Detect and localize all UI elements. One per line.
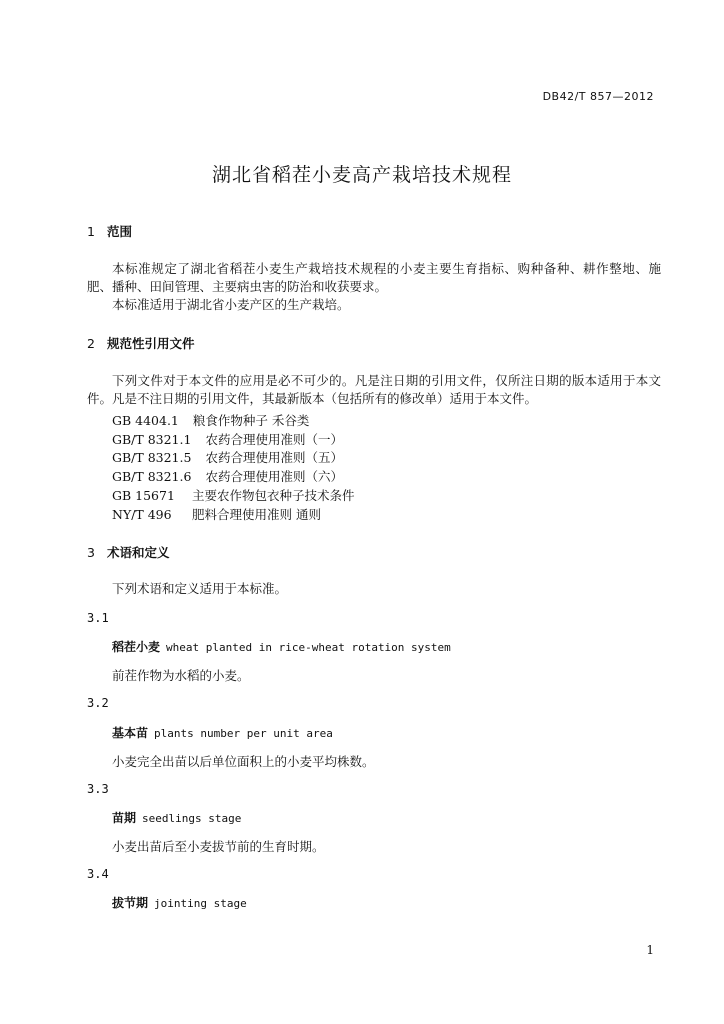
- page-number: 1: [646, 943, 654, 957]
- section-title: 术语和定义: [107, 545, 170, 560]
- section-3-heading: [87, 543, 170, 561]
- term-number: 3.3: [87, 782, 109, 796]
- scope-paragraph: 本标准规定了湖北省稻茬小麦生产栽培技术规程的小麦主要生育指标、购种备种、耕作整地、施肥、播种、田间管理、主要病虫害的防治和收获要求。: [87, 261, 661, 294]
- section-title: 范围: [107, 224, 133, 239]
- reference-title: 肥料合理使用准则 通则: [192, 507, 321, 522]
- term-zh: 苗期: [112, 811, 137, 825]
- reference-item: [112, 411, 309, 429]
- term-heading: [112, 724, 333, 741]
- section-2-heading: [87, 334, 195, 352]
- section-number: 2: [87, 336, 95, 351]
- term-heading: [112, 894, 247, 911]
- reference-title: 主要农作物包衣种子技术条件: [192, 488, 355, 503]
- term-definition: 小麦完全出苗以后单位面积上的小麦平均株数。: [112, 754, 375, 769]
- reference-code: GB/T 8321.1: [112, 432, 192, 447]
- reference-code: GB/T 8321.5: [112, 450, 192, 465]
- section-1-heading: [87, 222, 132, 240]
- reference-title: 粮食作物种子 禾谷类: [192, 413, 310, 428]
- reference-item: [112, 467, 343, 485]
- term-definition: 前茬作物为水稻的小麦。: [112, 668, 250, 683]
- term-number: 3.2: [87, 696, 109, 710]
- term-en: jointing stage: [154, 897, 247, 910]
- term-en: seedlings stage: [142, 812, 242, 825]
- reference-title: 农药合理使用准则（一）: [205, 432, 343, 447]
- term-number: 3.1: [87, 611, 109, 625]
- document-title: 湖北省稻茬小麦高产栽培技术规程: [211, 164, 512, 186]
- references-paragraph: 下列文件对于本文件的应用是必不可少的。凡是注日期的引用文件，仅所注日期的版本适用于本文件。凡是不注日期的引用文件，其最新版本（包括所有的修改单）适用于本文件。: [87, 373, 661, 406]
- reference-code: GB/T 8321.6: [112, 469, 192, 484]
- reference-code: GB 15671: [112, 488, 175, 503]
- reference-item: [112, 430, 343, 448]
- term-zh: 稻茬小麦: [112, 640, 161, 654]
- term-zh: 基本苗: [112, 726, 149, 740]
- section-number: 3: [87, 545, 95, 560]
- document-code: DB42/T 857—2012: [542, 90, 654, 103]
- reference-item: [112, 505, 321, 523]
- term-en: plants number per unit area: [154, 727, 333, 740]
- term-heading: [112, 638, 451, 655]
- reference-item: [112, 448, 343, 466]
- reference-title: 农药合理使用准则（六）: [205, 469, 343, 484]
- term-zh: 拔节期: [112, 896, 149, 910]
- reference-code: GB 4404.1: [112, 413, 179, 428]
- reference-code: NY/T 496: [112, 507, 172, 522]
- term-en: wheat planted in rice-wheat rotation system: [166, 641, 451, 654]
- reference-item: [112, 486, 355, 504]
- scope-applicability: 本标准适用于湖北省小麦产区的生产栽培。: [112, 297, 350, 312]
- terms-intro: 下列术语和定义适用于本标准。: [112, 581, 288, 596]
- term-definition: 小麦出苗后至小麦拔节前的生育时期。: [112, 839, 325, 854]
- reference-title: 农药合理使用准则（五）: [205, 450, 343, 465]
- term-heading: [112, 809, 241, 826]
- section-title: 规范性引用文件: [107, 336, 195, 351]
- section-number: 1: [87, 224, 95, 239]
- term-number: 3.4: [87, 867, 109, 881]
